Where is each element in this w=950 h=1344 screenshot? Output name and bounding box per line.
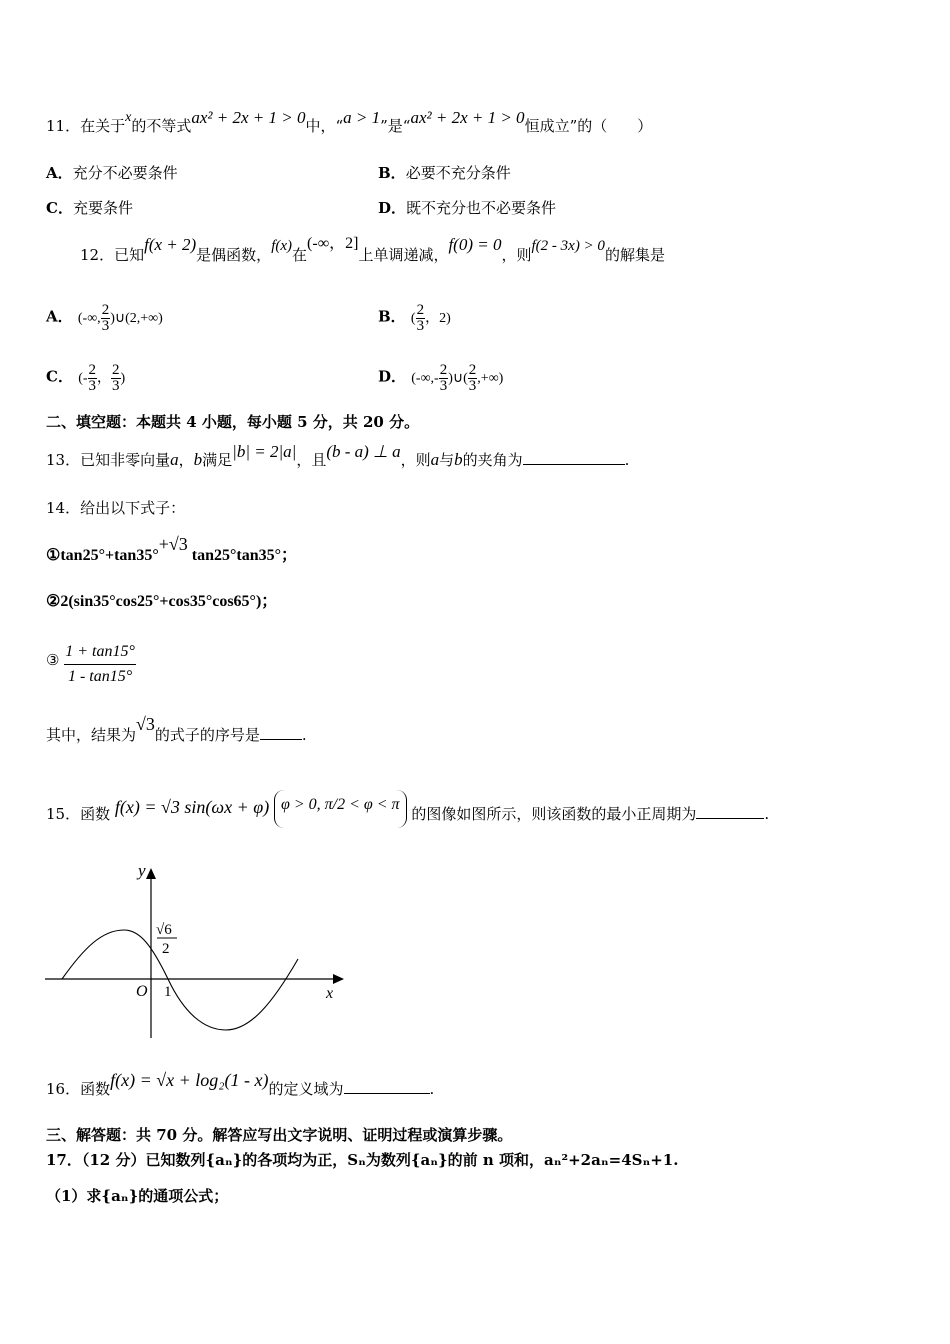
x-axis-arrow: [333, 974, 344, 984]
q17-part-1: （1）求{aₙ}的通项公式；: [46, 1187, 229, 1205]
q12-option-c: C． (- $\frac{2}{3}$ ， $\frac{2}{3}$ ): [46, 362, 126, 394]
y-axis-arrow: [146, 868, 156, 879]
sine-curve: [62, 930, 298, 1030]
q12-number: 12．: [80, 246, 115, 264]
q14-number: 14．: [46, 499, 81, 517]
q16-expression: f(x) = √x + log₂(1 - x): [110, 1070, 269, 1090]
q15-sine-graph: [40, 858, 360, 1043]
section-3-heading: 三、解答题：共 70 分。解答应写出文字说明、证明过程或演算步骤。: [46, 1126, 513, 1144]
q12-line: 12．已知f(x + 2)是偶函数，f(x)在(-∞，2]上单调递减，f(0) = 0，则f(2 - 3x) > 0的解集是: [80, 235, 665, 264]
q11-option-d: D．既不充分也不必要条件: [378, 199, 557, 217]
q12-option-a: A． (-∞, $\frac{2}{3}$ )∪(2,+∞): [46, 302, 163, 334]
q11-option-a: A．充分不必要条件: [46, 164, 178, 182]
q11-expression-2: ax² + 2x + 1 > 0: [410, 108, 525, 127]
q15-answer-blank[interactable]: [696, 804, 764, 819]
q14-item-3: ③ $\frac{1 + \tan 15^\circ}{1 - \tan 15^\circ}$: [46, 640, 136, 689]
q15-expression: f(x) = √3 sin(ωx + φ): [114, 797, 270, 817]
q12-option-d: D． (-∞,- $\frac{2}{3}$ )∪( $\frac{2}{3}$ ,+∞): [378, 362, 504, 394]
q12-option-b-math: ( $\frac{2}{3}$ ，2): [410, 302, 451, 334]
q15-condition-box: φ > 0, π/2 < φ < π: [274, 790, 407, 828]
q16-number: 16．: [46, 1080, 81, 1098]
q14-question: 其中，结果为√3的式子的序号是 .: [46, 714, 307, 744]
q13-answer-blank[interactable]: [523, 450, 625, 465]
q15-number: 15．: [46, 805, 81, 823]
y-axis-label: y: [138, 861, 146, 880]
q12-option-a-math: (-∞, $\frac{2}{3}$ )∪(2,+∞): [77, 302, 163, 334]
q12-option-c-math: (- $\frac{2}{3}$ ， $\frac{2}{3}$ ): [78, 362, 126, 394]
q14-intro: 14．给出以下式子：: [46, 499, 186, 517]
x-axis-label: x: [326, 985, 334, 1002]
q16-answer-blank[interactable]: [344, 1079, 430, 1094]
q11-option-b: B．必要不充分条件: [378, 164, 511, 182]
q11-option-c: C．充要条件: [46, 199, 133, 217]
q13-number: 13．: [46, 451, 81, 469]
section-2-heading: 二、填空题：本题共 4 小题，每小题 5 分，共 20 分。: [46, 413, 420, 431]
q14-item-2: ②2(sin35°cos25°+cos35°cos65°)；: [46, 593, 278, 610]
q12-option-d-math: (-∞,- $\frac{2}{3}$ )∪( $\frac{2}{3}$ ,+∞): [411, 362, 504, 394]
q11-expression-1: ax² + 2x + 1 > 0: [191, 108, 306, 127]
q11-line: 11．在关于x的不等式ax² + 2x + 1 > 0中，“a > 1”是“ax² + 2x + 1 > 0恒成立”的（ ）: [46, 108, 653, 135]
q11-condition: a > 1: [343, 108, 381, 127]
q14-item-1: ①tan25°+tan35°+√3 tan25°tan35°；: [46, 534, 298, 564]
y-intercept-denominator: 2: [162, 941, 170, 957]
q16-line: 16．函数f(x) = √x + log₂(1 - x)的定义域为 .: [46, 1070, 435, 1098]
q11-number: 11．: [46, 117, 81, 135]
q13-line: 13．已知非零向量a，b满足|b| = 2|a|，且(b - a) ⊥ a，则a与b的夹角为 .: [46, 442, 630, 469]
q15-line: 15．函数 f(x) = √3 sin(ωx + φ) φ > 0, π/2 < φ < π 的图像如图所示，则该函数的最小正周期为 .: [46, 796, 769, 834]
q14-item-3-fraction: $\frac{1 + \tan 15^\circ}{1 - \tan 15^\circ}$: [64, 640, 136, 689]
y-intercept-numerator: √6: [156, 922, 172, 938]
x-tick-1-label: 1: [164, 984, 172, 1000]
q14-answer-blank[interactable]: [260, 725, 302, 740]
q17-statement: 17．（12 分）已知数列{aₙ}的各项均为正，Sₙ为数列{aₙ}的前 n 项和，aₙ²+2aₙ=4Sₙ+1.: [46, 1151, 679, 1169]
origin-label: O: [136, 983, 148, 1000]
q12-option-b: B． ( $\frac{2}{3}$ ，2): [378, 302, 451, 334]
